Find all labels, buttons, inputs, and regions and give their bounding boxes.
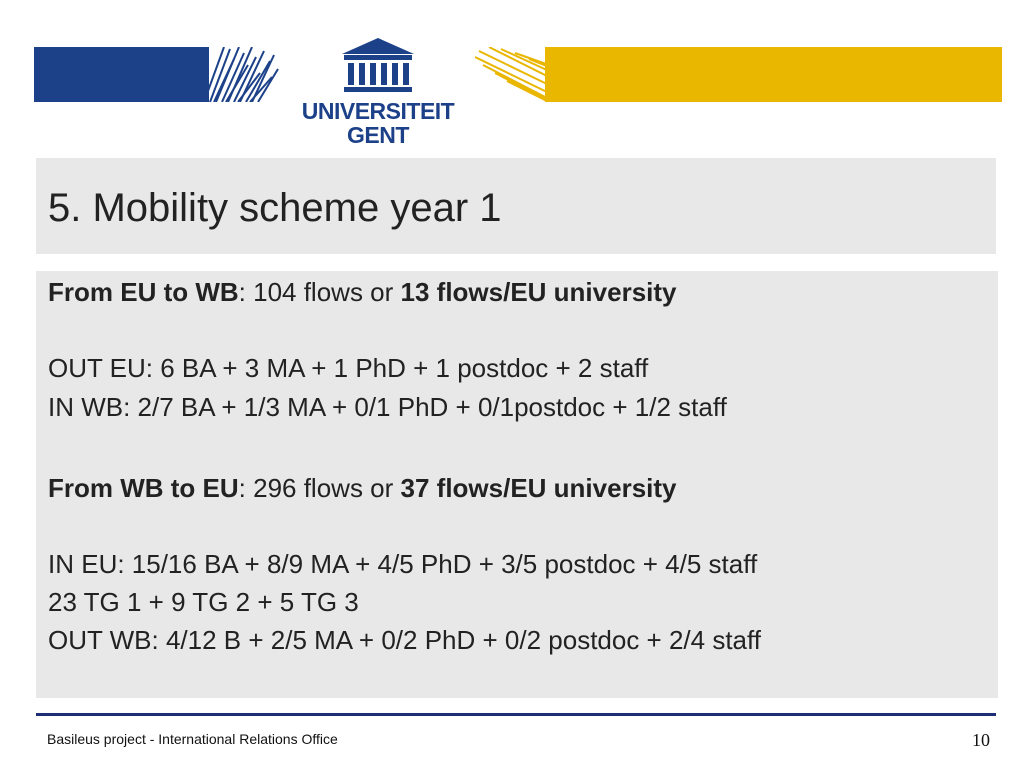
footer-caption: Basileus project - International Relations Office [47, 731, 338, 747]
slide-title: 5. Mobility scheme year 1 [48, 186, 502, 230]
wb-to-eu-rate: 37 flows/EU university [400, 473, 677, 503]
out-wb-line: OUT WB: 4/12 B + 2/5 MA + 0/2 PhD + 0/2 postdoc + 2/4 staff [48, 625, 761, 655]
eu-to-wb-heading: From EU to WB [48, 277, 239, 307]
blue-banner-graphic [34, 47, 279, 102]
wb-to-eu-heading: From WB to EU [48, 473, 239, 503]
logo-text-line2: GENT [347, 122, 409, 148]
eu-to-wb-rate: 13 flows/EU university [400, 277, 677, 307]
title-panel [36, 158, 996, 254]
eu-to-wb-count: : 104 flows or [238, 277, 401, 307]
in-eu-line: IN EU: 15/16 BA + 8/9 MA + 4/5 PhD + 3/5 postdoc + 4/5 staff [48, 549, 758, 579]
tg-line: 23 TG 1 + 9 TG 2 + 5 TG 3 [48, 587, 359, 617]
footer-divider [36, 713, 996, 716]
yellow-banner-graphic [475, 47, 1002, 102]
logo-text-line1: UNIVERSITEIT [301, 98, 455, 124]
page-number: 10 [972, 730, 990, 750]
wb-to-eu-count: : 296 flows or [238, 473, 401, 503]
out-eu-line: OUT EU: 6 BA + 3 MA + 1 PhD + 1 postdoc + 2 staff [48, 353, 649, 383]
eu-to-wb-summary [48, 277, 677, 307]
temple-icon [298, 36, 458, 96]
universiteit-gent-logo [298, 36, 458, 152]
content-panel [36, 271, 998, 698]
in-wb-line: IN WB: 2/7 BA + 1/3 MA + 0/1 PhD + 0/1postdoc + 1/2 staff [48, 392, 727, 422]
wb-to-eu-summary [48, 473, 677, 503]
